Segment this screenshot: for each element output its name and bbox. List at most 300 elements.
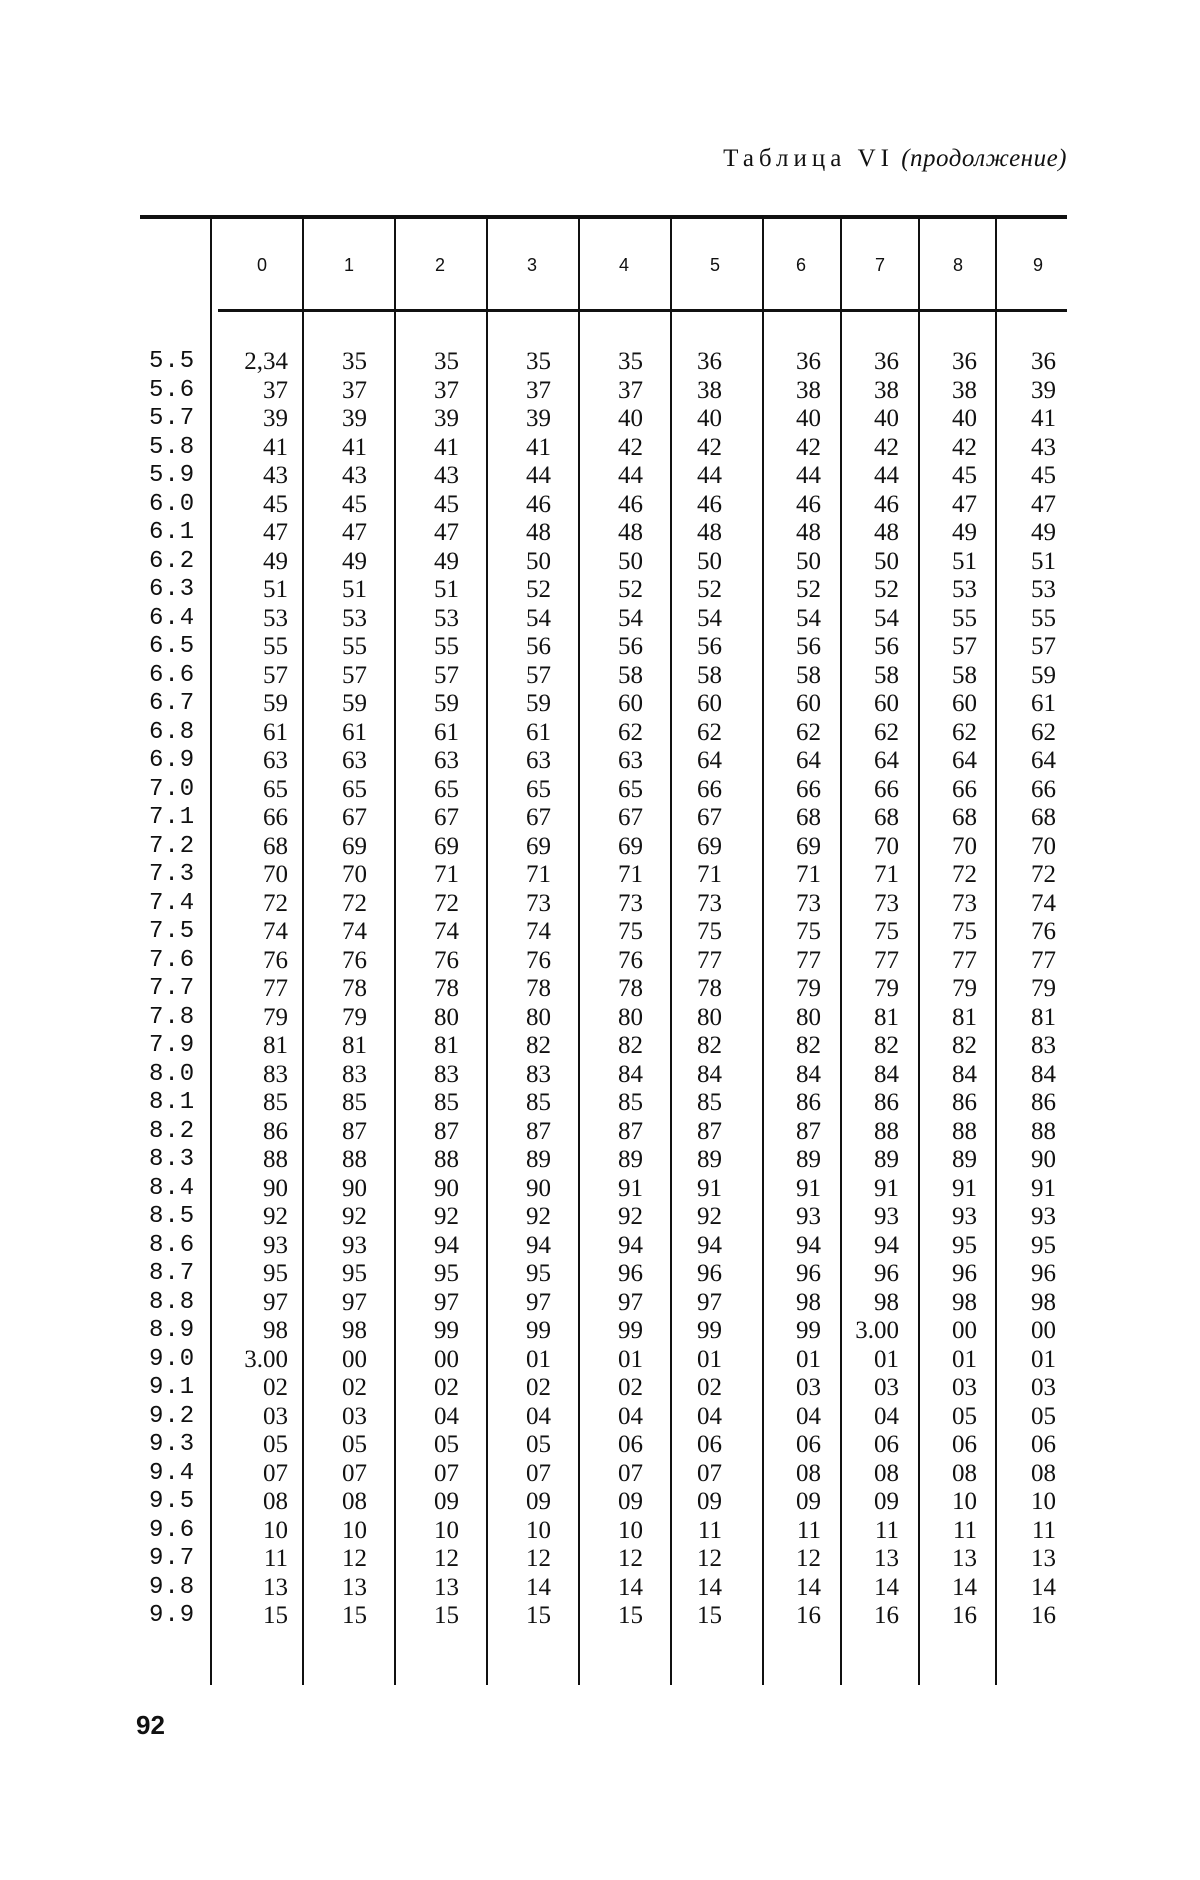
table-cell: 48 bbox=[618, 519, 643, 546]
table-cell: 71 bbox=[697, 861, 722, 888]
table-cell: 94 bbox=[434, 1231, 459, 1259]
table-cell: 41 bbox=[1031, 405, 1056, 432]
column-divider bbox=[762, 218, 764, 1685]
table-cell: 56 bbox=[697, 633, 722, 660]
table-cell: 55 bbox=[434, 633, 459, 660]
table-cell: 75 bbox=[697, 918, 722, 945]
table-cell: 44 bbox=[697, 462, 722, 489]
table-cell: 70 bbox=[1031, 832, 1056, 860]
table-column bbox=[618, 348, 643, 1631]
table-cell: 00 bbox=[1031, 1317, 1056, 1344]
table-cell: 52 bbox=[796, 576, 821, 603]
table-cell: 98 bbox=[952, 1288, 977, 1316]
table-cell: 81 bbox=[342, 1032, 367, 1059]
table-cell: 99 bbox=[796, 1317, 821, 1344]
table-cell: 39 bbox=[263, 405, 288, 432]
table-cell: 88 bbox=[952, 1117, 977, 1145]
column-divider bbox=[210, 215, 212, 1685]
table-cell: 03 bbox=[874, 1374, 899, 1401]
table-cell: 52 bbox=[874, 576, 899, 603]
table-cell: 43 bbox=[342, 462, 367, 489]
table-cell: 92 bbox=[697, 1203, 722, 1230]
table-cell: 41 bbox=[526, 433, 551, 461]
table-cell: 02 bbox=[263, 1374, 288, 1401]
table-cell: 39 bbox=[434, 405, 459, 432]
column-divider bbox=[918, 218, 920, 1685]
table-cell: 01 bbox=[526, 1345, 551, 1373]
table-cell: 88 bbox=[263, 1146, 288, 1173]
table-cell: 10 bbox=[1031, 1488, 1056, 1515]
table-cell: 92 bbox=[526, 1203, 551, 1230]
row-label: 5.8 bbox=[149, 433, 196, 461]
table-cell: 89 bbox=[526, 1146, 551, 1173]
table-column bbox=[1031, 348, 1056, 1631]
table-cell: 49 bbox=[1031, 519, 1056, 546]
table-cell: 74 bbox=[342, 918, 367, 945]
table-cell: 13 bbox=[342, 1573, 367, 1601]
table-cell: 80 bbox=[618, 1003, 643, 1031]
row-label: 9.2 bbox=[149, 1402, 196, 1430]
table-cell: 96 bbox=[952, 1260, 977, 1287]
table-cell: 88 bbox=[1031, 1117, 1056, 1145]
table-cell: 09 bbox=[434, 1488, 459, 1515]
row-label: 8.6 bbox=[149, 1231, 196, 1259]
table-cell: 93 bbox=[796, 1203, 821, 1230]
table-cell: 16 bbox=[1031, 1602, 1056, 1629]
table-cell: 49 bbox=[342, 547, 367, 575]
table-cell: 66 bbox=[874, 775, 899, 803]
table-row-labels bbox=[149, 348, 195, 1631]
table-cell: 68 bbox=[952, 804, 977, 831]
table-cell: 07 bbox=[526, 1459, 551, 1487]
table-cell: 54 bbox=[526, 604, 551, 632]
table-cell: 76 bbox=[526, 946, 551, 974]
table-cell: 56 bbox=[526, 633, 551, 660]
table-cell: 77 bbox=[796, 946, 821, 974]
table-cell: 75 bbox=[796, 918, 821, 945]
column-divider bbox=[302, 218, 304, 1685]
table-cell: 84 bbox=[618, 1060, 643, 1088]
table-cell: 14 bbox=[952, 1573, 977, 1601]
table-cell: 73 bbox=[697, 889, 722, 917]
table-cell: 93 bbox=[1031, 1203, 1056, 1230]
table-cell: 40 bbox=[697, 405, 722, 432]
row-label: 9.4 bbox=[149, 1459, 196, 1487]
table-cell: 97 bbox=[618, 1288, 643, 1316]
table-cell: 50 bbox=[697, 547, 722, 575]
column-header: 0 bbox=[256, 255, 267, 275]
table-cell: 93 bbox=[874, 1203, 899, 1230]
table-cell: 47 bbox=[952, 490, 977, 518]
row-label: 5.6 bbox=[149, 376, 196, 404]
table-cell: 81 bbox=[263, 1032, 288, 1059]
table-cell: 40 bbox=[796, 405, 821, 432]
table-cell: 55 bbox=[263, 633, 288, 660]
table-cell: 41 bbox=[263, 433, 288, 461]
table-cell: 72 bbox=[1031, 861, 1056, 888]
table-cell: 58 bbox=[697, 661, 722, 689]
table-cell: 77 bbox=[263, 975, 288, 1002]
row-label: 7.1 bbox=[149, 804, 196, 831]
table-cell: 39 bbox=[526, 405, 551, 432]
table-title-main: Таблица VI bbox=[723, 145, 894, 172]
table-cell: 65 bbox=[526, 775, 551, 803]
table-cell: 51 bbox=[263, 576, 288, 603]
table-cell: 89 bbox=[697, 1146, 722, 1173]
table-cell: 08 bbox=[952, 1459, 977, 1487]
table-cell: 10 bbox=[342, 1516, 367, 1544]
table-cell: 12 bbox=[342, 1545, 367, 1572]
table-cell: 50 bbox=[874, 547, 899, 575]
table-cell: 45 bbox=[1031, 462, 1056, 489]
table-cell: 85 bbox=[526, 1089, 551, 1116]
table-cell: 66 bbox=[952, 775, 977, 803]
table-cell: 42 bbox=[874, 433, 899, 461]
table-cell: 66 bbox=[1031, 775, 1056, 803]
table-cell: 81 bbox=[434, 1032, 459, 1059]
table-cell: 60 bbox=[618, 690, 643, 717]
row-label: 6.2 bbox=[149, 547, 196, 575]
table-cell: 69 bbox=[342, 832, 367, 860]
table-cell: 46 bbox=[796, 490, 821, 518]
table-cell: 62 bbox=[697, 718, 722, 746]
table-cell: 60 bbox=[874, 690, 899, 717]
table-cell: 57 bbox=[1031, 633, 1056, 660]
table-cell: 82 bbox=[952, 1032, 977, 1059]
table-cell: 14 bbox=[618, 1573, 643, 1601]
table-cell: 04 bbox=[874, 1402, 899, 1430]
table-cell: 86 bbox=[952, 1089, 977, 1116]
table-cell: 44 bbox=[796, 462, 821, 489]
table-cell: 53 bbox=[263, 604, 288, 632]
table-cell: 15 bbox=[697, 1602, 722, 1629]
table-cell: 51 bbox=[342, 576, 367, 603]
table-cell: 08 bbox=[1031, 1459, 1056, 1487]
table-cell: 91 bbox=[618, 1174, 643, 1202]
table-cell: 08 bbox=[263, 1488, 288, 1515]
table-cell: 04 bbox=[697, 1402, 722, 1430]
table-cell: 60 bbox=[952, 690, 977, 717]
table-cell: 89 bbox=[874, 1146, 899, 1173]
table-cell: 54 bbox=[697, 604, 722, 632]
table-cell: 59 bbox=[1031, 661, 1056, 689]
table-cell: 79 bbox=[952, 975, 977, 1002]
row-label: 8.3 bbox=[149, 1146, 196, 1173]
table-cell: 87 bbox=[697, 1117, 722, 1145]
table-cell: 72 bbox=[434, 889, 459, 917]
table-cell: 80 bbox=[526, 1003, 551, 1031]
table-cell: 15 bbox=[263, 1602, 288, 1629]
row-label: 6.3 bbox=[149, 576, 196, 603]
table-cell: 71 bbox=[526, 861, 551, 888]
table-cell: 65 bbox=[434, 775, 459, 803]
table-cell: 05 bbox=[263, 1431, 288, 1458]
table-cell: 11 bbox=[874, 1516, 899, 1544]
table-cell: 66 bbox=[263, 804, 288, 831]
table-cell: 49 bbox=[263, 547, 288, 575]
table-cell: 98 bbox=[342, 1317, 367, 1344]
table-cell: 58 bbox=[952, 661, 977, 689]
table-cell: 67 bbox=[618, 804, 643, 831]
table-cell: 48 bbox=[526, 519, 551, 546]
table-cell: 06 bbox=[1031, 1431, 1056, 1458]
table-cell: 55 bbox=[1031, 604, 1056, 632]
table-cell: 92 bbox=[342, 1203, 367, 1230]
column-header: 2 bbox=[434, 255, 445, 275]
table-cell: 57 bbox=[526, 661, 551, 689]
table-cell: 89 bbox=[796, 1146, 821, 1173]
table-cell: 74 bbox=[526, 918, 551, 945]
table-cell: 12 bbox=[434, 1545, 459, 1572]
table-cell: 91 bbox=[952, 1174, 977, 1202]
table-cell: 42 bbox=[618, 433, 643, 461]
table-cell: 57 bbox=[434, 661, 459, 689]
table-cell: 37 bbox=[618, 376, 643, 404]
table-cell: 97 bbox=[263, 1288, 288, 1316]
table-cell: 46 bbox=[697, 490, 722, 518]
table-cell: 90 bbox=[342, 1174, 367, 1202]
table-cell: 51 bbox=[434, 576, 459, 603]
table-column bbox=[244, 348, 288, 1631]
row-label: 8.1 bbox=[149, 1089, 196, 1116]
table-cell: 04 bbox=[526, 1402, 551, 1430]
table-cell: 96 bbox=[618, 1260, 643, 1287]
table-cell: 36 bbox=[1031, 348, 1056, 375]
table-cell: 07 bbox=[697, 1459, 722, 1487]
table-cell: 76 bbox=[1031, 918, 1056, 945]
table-cell: 93 bbox=[342, 1231, 367, 1259]
table-cell: 91 bbox=[1031, 1174, 1056, 1202]
table-cell: 3.00 bbox=[855, 1317, 899, 1344]
table-cell: 13 bbox=[1031, 1545, 1056, 1572]
table-cell: 37 bbox=[434, 376, 459, 404]
row-label: 8.2 bbox=[149, 1117, 196, 1145]
table-cell: 54 bbox=[618, 604, 643, 632]
table-cell: 78 bbox=[697, 975, 722, 1002]
table-cell: 14 bbox=[796, 1573, 821, 1601]
table-cell: 75 bbox=[952, 918, 977, 945]
table-cell: 45 bbox=[263, 490, 288, 518]
column-header: 3 bbox=[526, 255, 537, 275]
table-column bbox=[855, 348, 899, 1631]
table-cell: 69 bbox=[796, 832, 821, 860]
table-cell: 80 bbox=[697, 1003, 722, 1031]
table-cell: 61 bbox=[434, 718, 459, 746]
table-cell: 51 bbox=[1031, 547, 1056, 575]
table-cell: 82 bbox=[874, 1032, 899, 1059]
table-cell: 81 bbox=[1031, 1003, 1056, 1031]
table-cell: 67 bbox=[526, 804, 551, 831]
table-cell: 97 bbox=[434, 1288, 459, 1316]
table-cell: 57 bbox=[263, 661, 288, 689]
table-cell: 44 bbox=[874, 462, 899, 489]
table-cell: 06 bbox=[796, 1431, 821, 1458]
table-cell: 11 bbox=[952, 1516, 977, 1544]
table-cell: 10 bbox=[618, 1516, 643, 1544]
table-cell: 83 bbox=[1031, 1032, 1056, 1059]
table-cell: 73 bbox=[618, 889, 643, 917]
table-cell: 10 bbox=[263, 1516, 288, 1544]
table-cell: 73 bbox=[874, 889, 899, 917]
row-label: 9.8 bbox=[149, 1573, 196, 1601]
table-cell: 36 bbox=[697, 348, 722, 375]
table-cell: 01 bbox=[697, 1345, 722, 1373]
table-cell: 46 bbox=[874, 490, 899, 518]
table-cell: 67 bbox=[697, 804, 722, 831]
table-cell: 39 bbox=[342, 405, 367, 432]
column-divider bbox=[840, 218, 842, 1685]
table-cell: 49 bbox=[952, 519, 977, 546]
table-cell: 80 bbox=[434, 1003, 459, 1031]
table-cell: 01 bbox=[796, 1345, 821, 1373]
table-cell: 15 bbox=[434, 1602, 459, 1629]
table-column bbox=[697, 348, 722, 1631]
table-cell: 35 bbox=[526, 348, 551, 375]
table-cell: 58 bbox=[874, 661, 899, 689]
table-cell: 09 bbox=[618, 1488, 643, 1515]
table-cell: 53 bbox=[434, 604, 459, 632]
table-cell: 96 bbox=[697, 1260, 722, 1287]
table-cell: 13 bbox=[874, 1545, 899, 1572]
table-cell: 72 bbox=[263, 889, 288, 917]
table-cell: 91 bbox=[697, 1174, 722, 1202]
table-cell: 85 bbox=[618, 1089, 643, 1116]
table-cell: 48 bbox=[796, 519, 821, 546]
table-cell: 53 bbox=[952, 576, 977, 603]
table-column bbox=[526, 348, 551, 1631]
table-cell: 90 bbox=[1031, 1146, 1056, 1173]
table-cell: 06 bbox=[874, 1431, 899, 1458]
table-cell: 98 bbox=[874, 1288, 899, 1316]
table-cell: 94 bbox=[618, 1231, 643, 1259]
table-cell: 3.00 bbox=[244, 1345, 288, 1373]
table-cell: 08 bbox=[796, 1459, 821, 1487]
table-cell: 12 bbox=[796, 1545, 821, 1572]
table-cell: 15 bbox=[618, 1602, 643, 1629]
row-label: 9.7 bbox=[149, 1545, 196, 1572]
table-cell: 37 bbox=[342, 376, 367, 404]
table-cell: 15 bbox=[342, 1602, 367, 1629]
table-cell: 82 bbox=[526, 1032, 551, 1059]
table-cell: 10 bbox=[434, 1516, 459, 1544]
row-label: 6.0 bbox=[149, 490, 196, 518]
column-header: 8 bbox=[952, 255, 963, 275]
row-label: 6.7 bbox=[149, 690, 196, 717]
row-label: 6.9 bbox=[149, 747, 196, 774]
row-label: 9.0 bbox=[149, 1345, 196, 1373]
table-cell: 53 bbox=[1031, 576, 1056, 603]
table-cell: 36 bbox=[796, 348, 821, 375]
table-cell: 59 bbox=[434, 690, 459, 717]
table-cell: 73 bbox=[526, 889, 551, 917]
table-cell: 59 bbox=[263, 690, 288, 717]
table-cell: 01 bbox=[952, 1345, 977, 1373]
table-cell: 76 bbox=[434, 946, 459, 974]
column-divider bbox=[394, 218, 396, 1685]
table-cell: 38 bbox=[697, 376, 722, 404]
table-cell: 98 bbox=[1031, 1288, 1056, 1316]
table-cell: 78 bbox=[618, 975, 643, 1002]
table-cell: 86 bbox=[796, 1089, 821, 1116]
table-cell: 61 bbox=[342, 718, 367, 746]
table-cell: 87 bbox=[526, 1117, 551, 1145]
table-cell: 71 bbox=[434, 861, 459, 888]
table-cell: 79 bbox=[874, 975, 899, 1002]
table-cell: 71 bbox=[796, 861, 821, 888]
table-cell: 38 bbox=[874, 376, 899, 404]
table-cell: 94 bbox=[874, 1231, 899, 1259]
table-cell: 93 bbox=[263, 1231, 288, 1259]
table-cell: 05 bbox=[1031, 1402, 1056, 1430]
table-cell: 79 bbox=[796, 975, 821, 1002]
row-label: 8.7 bbox=[149, 1260, 196, 1287]
table-cell: 95 bbox=[342, 1260, 367, 1287]
table-cell: 49 bbox=[434, 547, 459, 575]
table-cell: 77 bbox=[697, 946, 722, 974]
table-cell: 72 bbox=[342, 889, 367, 917]
table-cell: 95 bbox=[263, 1260, 288, 1287]
table-cell: 55 bbox=[342, 633, 367, 660]
column-header: 1 bbox=[343, 255, 354, 275]
table-cell: 12 bbox=[618, 1545, 643, 1572]
column-divider bbox=[995, 218, 997, 1685]
column-divider bbox=[670, 218, 672, 1685]
table-title bbox=[723, 145, 1067, 173]
table-cell: 78 bbox=[434, 975, 459, 1002]
table-cell: 77 bbox=[1031, 946, 1056, 974]
table-cell: 47 bbox=[434, 519, 459, 546]
table-cell: 05 bbox=[526, 1431, 551, 1458]
row-label: 8.8 bbox=[149, 1288, 196, 1316]
table-cell: 88 bbox=[434, 1146, 459, 1173]
table-cell: 35 bbox=[342, 348, 367, 375]
table-cell: 87 bbox=[618, 1117, 643, 1145]
table-cell: 38 bbox=[952, 376, 977, 404]
table-cell: 84 bbox=[952, 1060, 977, 1088]
table-cell: 71 bbox=[874, 861, 899, 888]
row-label: 8.5 bbox=[149, 1203, 196, 1230]
table-cell: 42 bbox=[796, 433, 821, 461]
table-cell: 57 bbox=[342, 661, 367, 689]
table-cell: 70 bbox=[952, 832, 977, 860]
table-cell: 40 bbox=[874, 405, 899, 432]
row-label: 9.6 bbox=[149, 1516, 196, 1544]
table-cell: 59 bbox=[526, 690, 551, 717]
table-cell: 03 bbox=[342, 1402, 367, 1430]
table-cell: 87 bbox=[434, 1117, 459, 1145]
table-cell: 64 bbox=[796, 747, 821, 774]
column-header: 9 bbox=[1032, 255, 1043, 275]
table-column bbox=[342, 348, 367, 1631]
table-cell: 16 bbox=[874, 1602, 899, 1629]
table-cell: 85 bbox=[263, 1089, 288, 1116]
table-cell: 14 bbox=[1031, 1573, 1056, 1601]
table-cell: 99 bbox=[618, 1317, 643, 1344]
table-cell: 90 bbox=[526, 1174, 551, 1202]
table-cell: 84 bbox=[874, 1060, 899, 1088]
row-label: 9.5 bbox=[149, 1488, 196, 1515]
table-cell: 45 bbox=[952, 462, 977, 489]
table-cell: 88 bbox=[874, 1117, 899, 1145]
table-cell: 81 bbox=[952, 1003, 977, 1031]
table-cell: 76 bbox=[263, 946, 288, 974]
table-cell: 99 bbox=[697, 1317, 722, 1344]
row-label: 7.5 bbox=[149, 918, 196, 945]
table-cell: 82 bbox=[796, 1032, 821, 1059]
table-cell: 61 bbox=[1031, 690, 1056, 717]
table-cell: 39 bbox=[1031, 376, 1056, 404]
table-cell: 55 bbox=[952, 604, 977, 632]
